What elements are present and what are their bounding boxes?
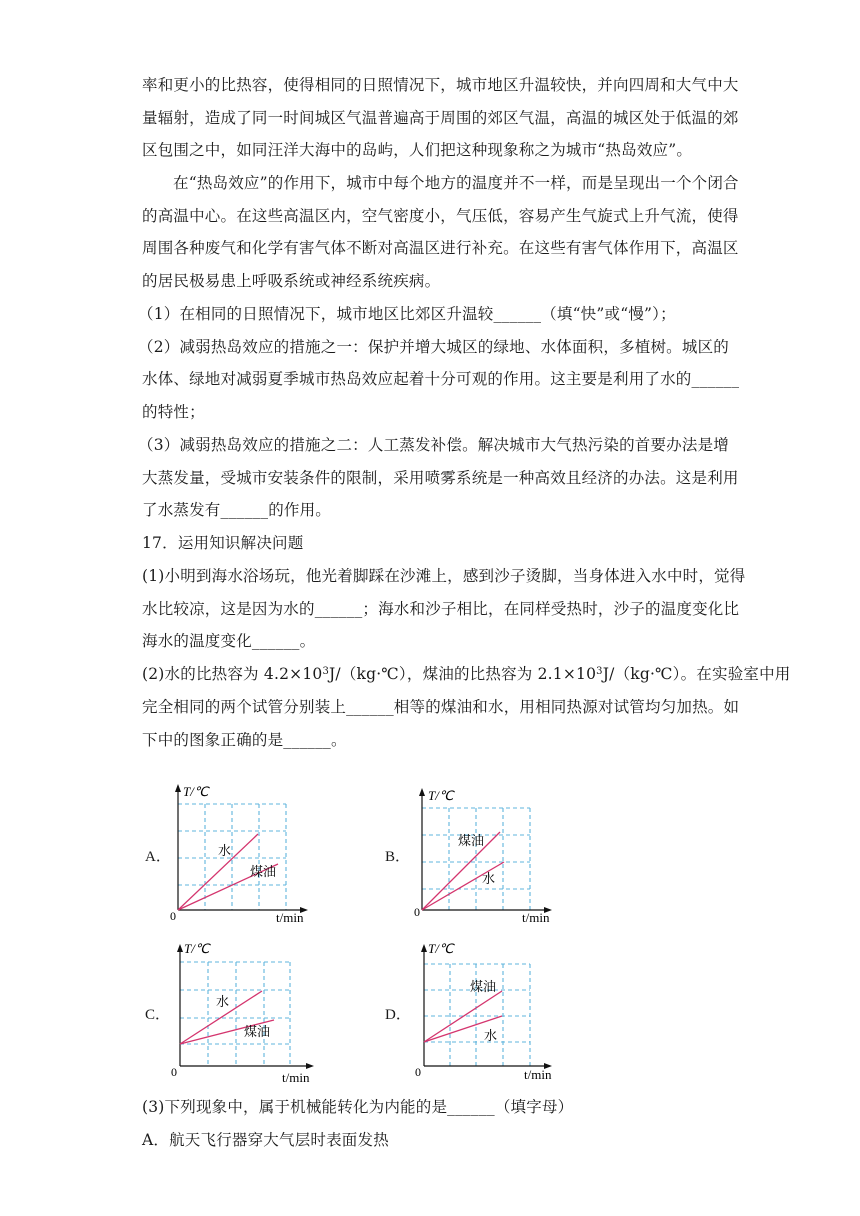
subquestion-2-line [142,664,791,684]
subquestion-1-line: (1)小明到海水浴场玩，他光着脚踩在沙滩上，感到沙子烫脚，当身体进入水中时，觉得 [142,567,746,585]
option-label-d: D． [385,1007,411,1023]
subquestion-1-line: 水比较凉，这是因为水的______；海水和沙子相比，在同样受热时，沙子的温度变化比 [142,600,740,618]
paragraph-line: 的居民极易患上呼吸系统或神经系统疾病。 [142,272,441,290]
option-label-c: C． [145,1007,171,1023]
subquestion-2-line: 下中的图象正确的是______。 [142,731,347,749]
graph-d [414,942,564,1087]
origin-label: 0 [170,909,176,923]
y-axis-label: T/℃ [183,784,209,799]
option-label-b: B． [385,849,411,865]
graph-a [168,782,318,924]
problem-17-title: 17．运用知识解决问题 [142,534,304,552]
y-axis-label: T/℃ [428,788,454,803]
kerosene-label: 煤油 [458,833,485,848]
paragraph-line: 的高温中心。在这些高温区内，空气密度小，气压低，容易产生气旋式上升气流，使得 [142,207,739,225]
x-axis-label: t/min [524,1067,552,1082]
paragraph-line: 区包围之中，如同汪洋大海中的岛屿，人们把这种现象称之为城市“热岛效应”。 [142,141,693,159]
question-1: （1）在相同的日照情况下，城市地区比郊区升温较______（填“快”或“慢”）； [138,305,676,323]
y-axis-label: T/℃ [428,941,454,956]
x-axis-label: t/min [282,1070,310,1085]
text-fragment: (2)水的比热容为 4.2×10 [142,665,323,683]
option-a-text: A．航天飞行器穿大气层时表面发热 [142,1131,389,1149]
paragraph-line: 周围各种废气和化学有害气体不断对高温区进行补充。在这些有害气体作用下，高温区 [142,239,739,257]
subquestion-1-line: 海水的温度变化______。 [142,632,316,650]
kerosene-label: 煤油 [244,1024,271,1039]
origin-label: 0 [414,905,420,919]
water-label: 水 [482,871,496,886]
kerosene-label: 煤油 [470,979,497,994]
water-label: 水 [216,994,230,1009]
superscript: 3 [322,666,330,677]
question-2-line: 水体、绿地对减弱夏季城市热岛效应起着十分可观的作用。这主要是利用了水的______ [142,370,740,388]
question-2-line: （2）减弱热岛效应的措施之一：保护并增大城区的绿地、水体面积，多植树。城区的 [138,338,729,356]
grid [180,962,290,1066]
subquestion-2-line: 完全相同的两个试管分别装上______相等的煤油和水，用相同热源对试管均匀加热。如 [142,698,740,716]
option-label-a: A． [145,849,171,865]
graph-c [170,942,325,1087]
question-3-line: 了水蒸发有______的作用。 [142,501,332,519]
question-3-line: （3）减弱热岛效应的措施之二：人工蒸发补偿。解决城市大气热污染的首要办法是增 [138,436,729,454]
paragraph-line: 量辐射，造成了同一时间城区气温普遍高于周围的郊区气温，高温的城区处于低温的郊 [142,109,739,127]
x-axis-label: t/min [276,910,304,925]
subquestion-3: (3)下列现象中，属于机械能转化为内能的是______（填字母） [142,1098,574,1116]
graph-b [412,786,562,928]
text-fragment: J/（kg·℃）。在实验室中用 [602,665,791,683]
x-axis-label: t/min [522,910,550,925]
question-3-line: 大蒸发量，受城市安装条件的限制，采用喷雾系统是一种高效且经济的办法。这是利用 [142,469,739,487]
text-fragment: J/（kg·℃），煤油的比热容为 2.1×10 [329,665,597,683]
origin-label: 0 [171,1065,177,1079]
y-axis-label: T/℃ [184,941,210,956]
paragraph-line: 率和更小的比热容，使得相同的日照情况下，城市地区升温较快，并向四周和大气中大 [142,76,739,94]
water-label: 水 [218,843,232,858]
superscript: 3 [596,666,603,677]
origin-label: 0 [415,1065,421,1079]
water-label: 水 [484,1028,498,1043]
kerosene-label: 煤油 [250,864,277,879]
question-2-line: 的特性； [142,403,205,421]
paragraph-line: 在“热岛效应”的作用下，城市中每个地方的温度并不一样，而是呈现出一个个闭合 [173,174,739,192]
